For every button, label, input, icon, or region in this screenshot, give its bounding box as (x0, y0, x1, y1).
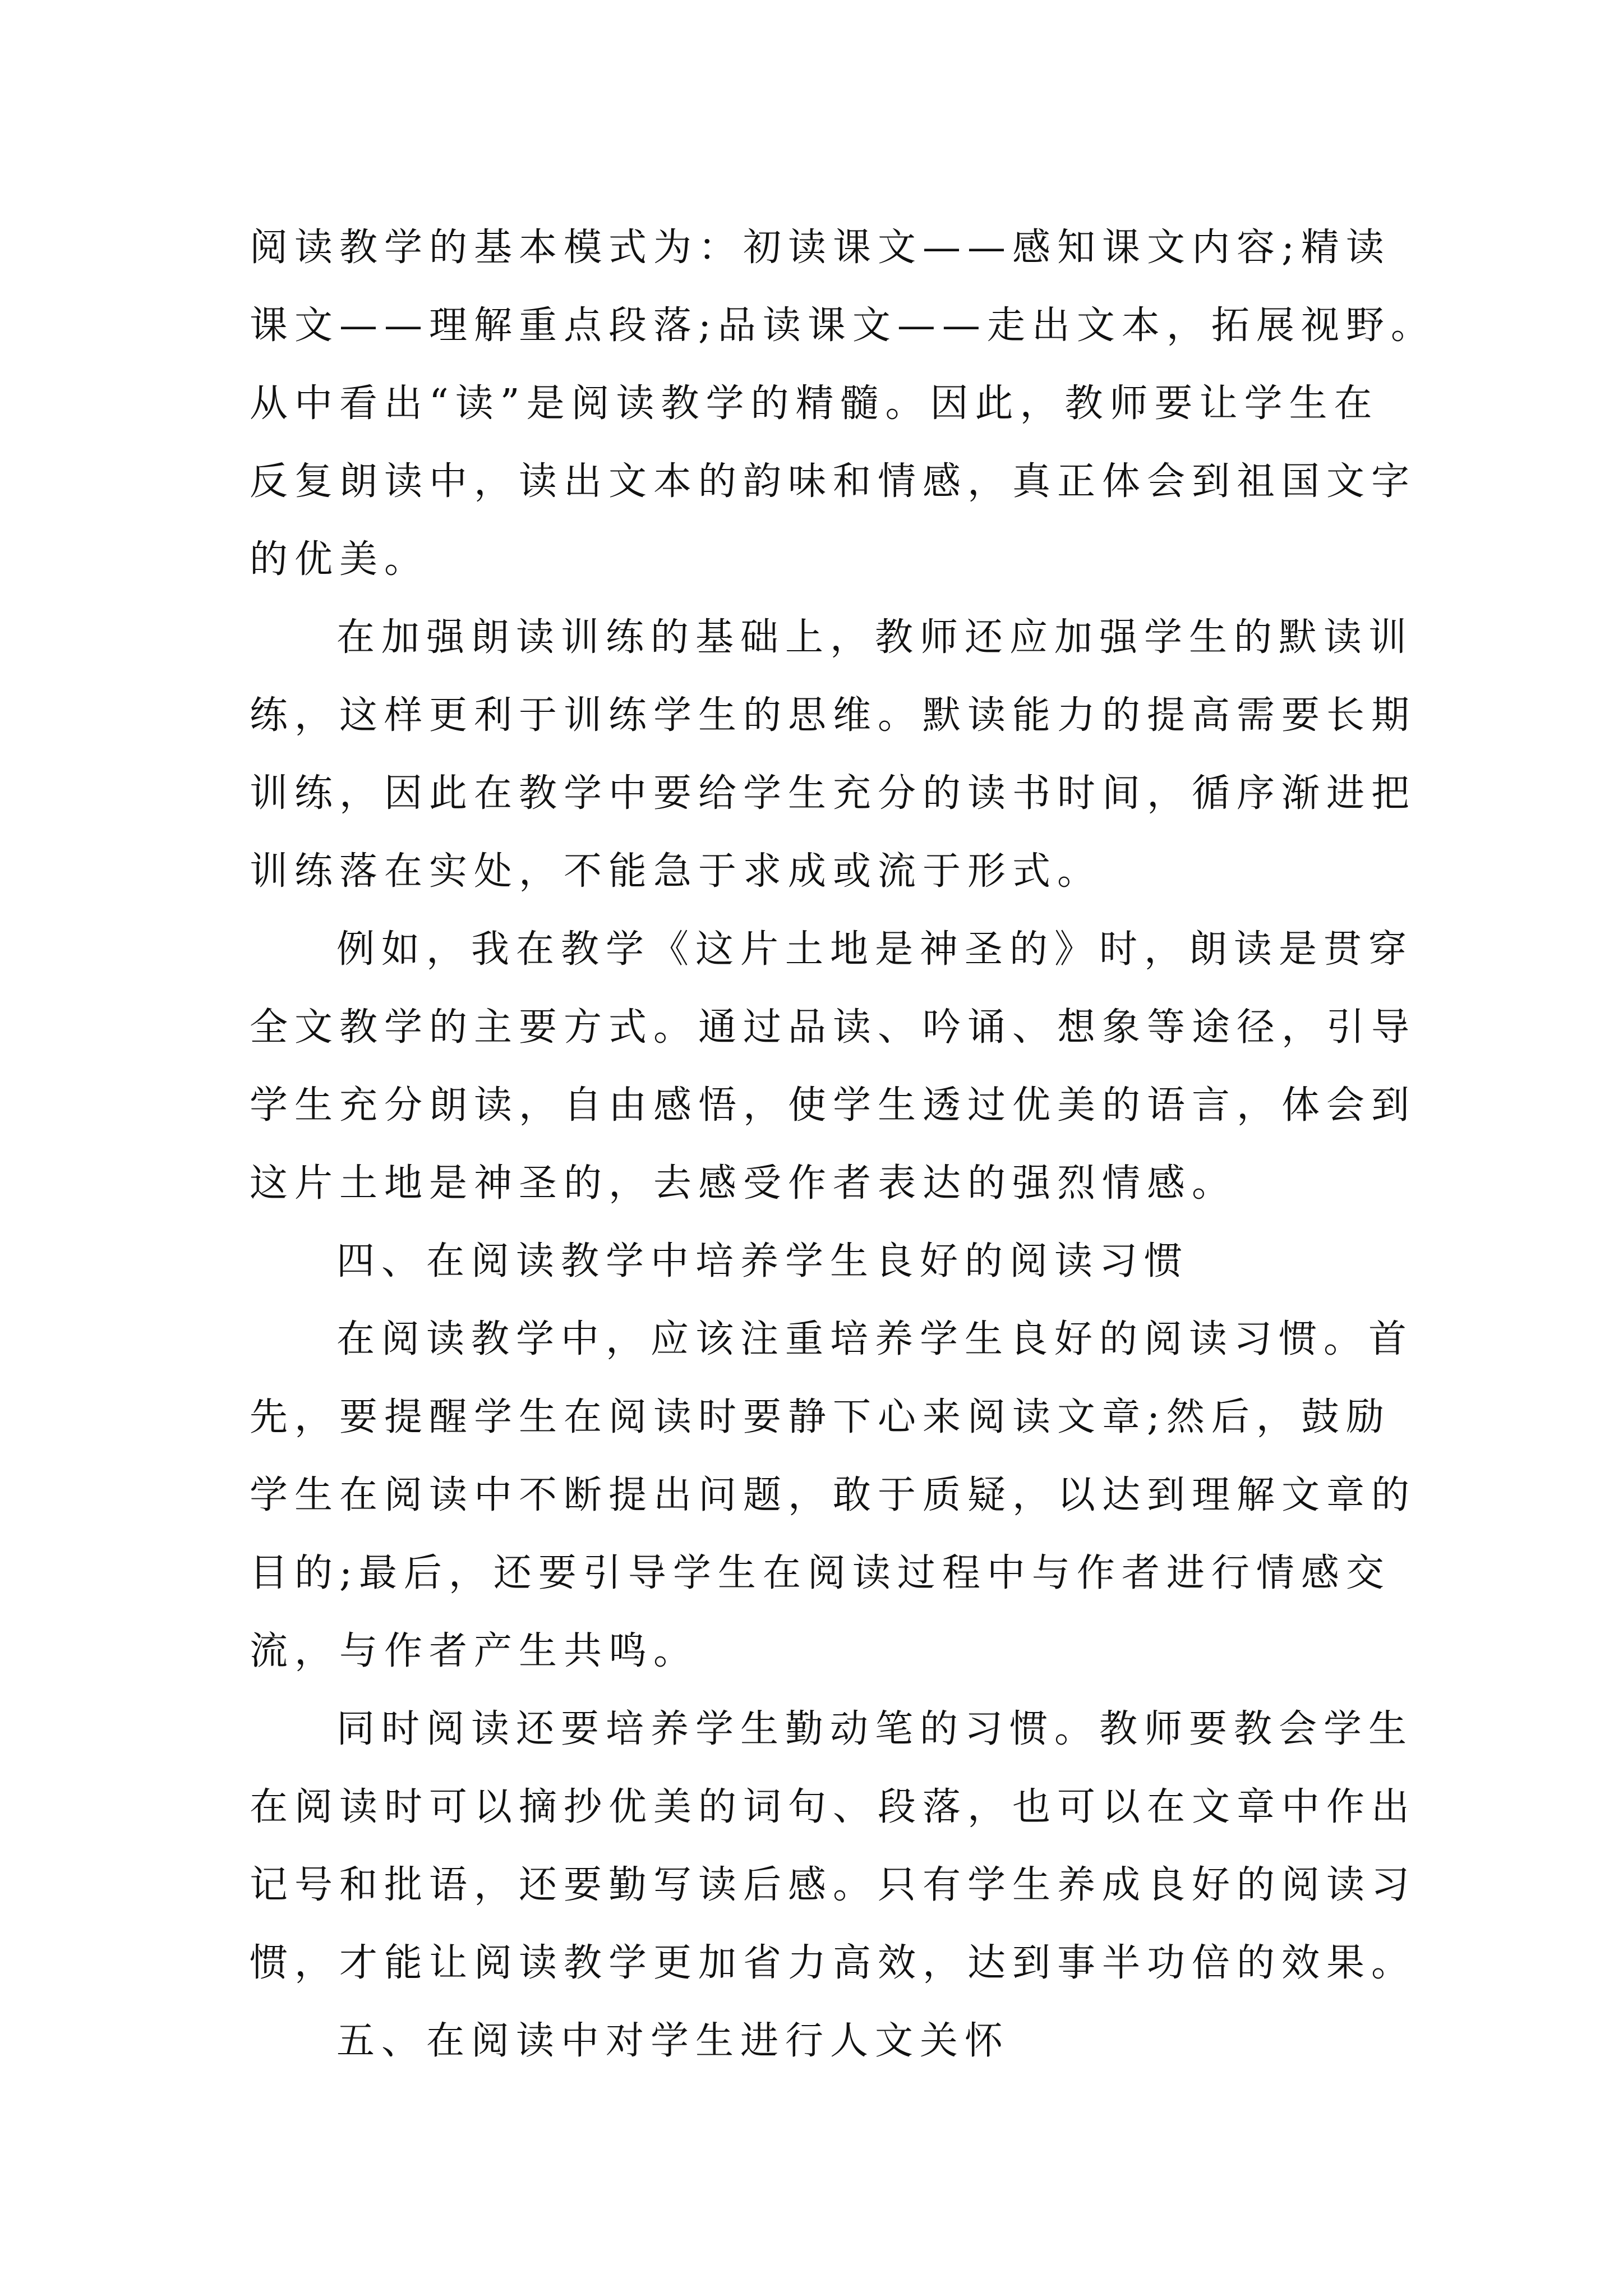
text-line: 在阅读时可以摘抄优美的词句、段落，也可以在文章中作出 (250, 1785, 1417, 1829)
text-line: 惯，才能让阅读教学更加省力高效，达到事半功倍的效果。 (250, 1941, 1417, 1985)
text-line: 练，这样更利于训练学生的思维。默读能力的提高需要长期 (250, 693, 1417, 738)
body-text (250, 209, 1436, 2080)
section-heading: 五、在阅读中对学生进行人文关怀 (336, 2019, 1010, 2063)
text-line: 先，要提醒学生在阅读时要静下心来阅读文章;然后，鼓励 (250, 1395, 1391, 1439)
text-line: 这片土地是神圣的，去感受作者表达的强烈情感。 (250, 1161, 1237, 1205)
text-line: 课文——理解重点段落;品读课文——走出文本，拓展视野。 (250, 303, 1436, 348)
paragraph-start-line: 例如，我在教学《这片土地是神圣的》时，朗读是贯穿 (336, 927, 1414, 972)
text-line: 训练，因此在教学中要给学生充分的读书时间，循序渐进把 (250, 771, 1417, 816)
paragraph-start-line: 在加强朗读训练的基础上，教师还应加强学生的默读训 (336, 615, 1414, 660)
text-line: 学生在阅读中不断提出问题，敢于质疑，以达到理解文章的 (250, 1473, 1417, 1517)
section-heading: 四、在阅读教学中培养学生良好的阅读习惯 (336, 1239, 1189, 1283)
text-line: 记号和批语，还要勤写读后感。只有学生养成良好的阅读习 (250, 1863, 1417, 1907)
paragraph-start-line: 同时阅读还要培养学生勤动笔的习惯。教师要教会学生 (336, 1707, 1414, 1751)
text-line: 反复朗读中，读出文本的韵味和情感，真正体会到祖国文字 (250, 459, 1417, 504)
text-line: 流，与作者产生共鸣。 (250, 1629, 699, 1673)
text-line: 的优美。 (250, 537, 430, 582)
text-line: 学生充分朗读，自由感悟，使学生透过优美的语言，体会到 (250, 1083, 1417, 1128)
text-line: 阅读教学的基本模式为：初读课文——感知课文内容;精读 (250, 226, 1391, 270)
text-line: 从中看出“读”是阅读教学的精髓。因此，教师要让学生在 (250, 381, 1379, 426)
paragraph-start-line: 在阅读教学中，应该注重培养学生良好的阅读习惯。首 (336, 1317, 1414, 1361)
text-line: 训练落在实处，不能急于求成或流于形式。 (250, 849, 1103, 894)
text-line: 全文教学的主要方式。通过品读、吟诵、想象等途径，引导 (250, 1005, 1417, 1050)
text-line: 目的;最后，还要引导学生在阅读过程中与作者进行情感交 (250, 1551, 1391, 1595)
